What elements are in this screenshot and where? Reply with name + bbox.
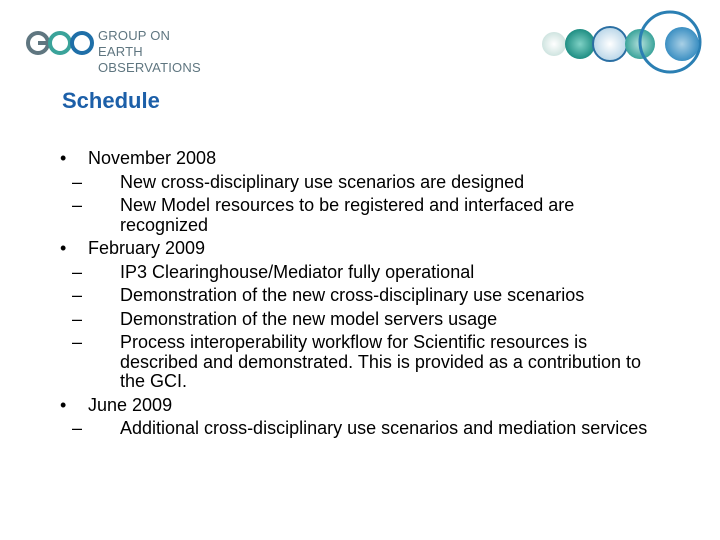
logo-text-line2: EARTH OBSERVATIONS — [98, 44, 201, 75]
geo-logo — [26, 24, 246, 75]
sub-list-item-text: Demonstration of the new cross-disciplinary use scenarios — [120, 285, 585, 305]
dash-icon: – — [72, 308, 83, 329]
decorative-orbs-icon — [540, 6, 710, 78]
list-item-label: February 2009 — [88, 238, 206, 258]
list-item-june-2009 — [56, 396, 656, 416]
geo-logo-mark-icon — [26, 28, 96, 58]
schedule-list — [56, 145, 656, 439]
sub-list-item — [56, 173, 656, 193]
sub-list-item-text: Demonstration of the new model servers usage — [120, 308, 498, 329]
list-item-label: November 2008 — [88, 148, 217, 168]
list-item-february-2009 — [56, 239, 656, 259]
sub-list-item-text: New cross-disciplinary use scenarios are designed — [120, 171, 525, 192]
list-item-label: June 2009 — [88, 394, 173, 415]
dash-icon: – — [72, 195, 83, 215]
sub-list-item — [56, 263, 656, 283]
bullet-icon: • — [60, 394, 67, 415]
sub-list-item — [56, 286, 656, 306]
sub-list-item — [56, 310, 656, 330]
dash-icon: – — [72, 171, 83, 192]
dash-icon: – — [72, 332, 83, 352]
bullet-icon: • — [60, 148, 67, 168]
logo-text — [98, 28, 246, 76]
dash-icon: – — [72, 261, 83, 282]
sub-list-item — [56, 419, 656, 439]
list-item-november-2008 — [56, 149, 656, 169]
sub-list-item-text: Additional cross-disciplinary use scenarios and mediation services — [120, 418, 648, 438]
sub-list-item-text: IP3 Clearinghouse/Mediator fully operational — [120, 261, 475, 282]
sub-list-item — [56, 196, 656, 235]
sub-list-item — [56, 333, 656, 392]
dash-icon: – — [72, 285, 83, 305]
sub-list-item-text: New Model resources to be registered and interfaced are recognized — [120, 195, 575, 235]
slide-title: Schedule — [62, 88, 160, 113]
dash-icon: – — [72, 418, 83, 438]
bullet-icon: • — [60, 238, 67, 258]
logo-text-line1: GROUP ON — [98, 28, 171, 43]
sub-list-item-text: Process interoperability workflow for Scientific resources is described and demonstrated. This is provided as a contribution to the GCI. — [120, 332, 641, 391]
